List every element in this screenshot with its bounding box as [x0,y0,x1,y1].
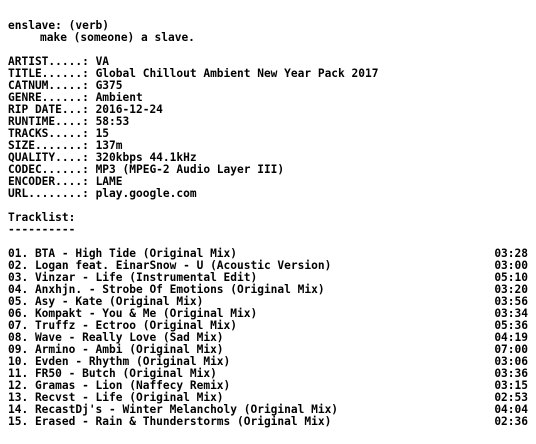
metadata-key: SIZE.......: [8,140,96,152]
metadata-key: TITLE......: [8,68,96,80]
definition-meaning: make (someone) a slave. [40,32,195,44]
track-title: 11. FR50 - Butch (Original Mix) [8,367,217,380]
tracklist-underline: ---------- [8,224,76,236]
definition-word: enslave: (verb) [8,20,110,32]
metadata-key: RIP DATE...: [8,104,96,116]
track-duration: 07:00 [494,343,528,356]
metadata-value: Ambient [95,92,143,104]
track-duration: 03:34 [494,307,528,320]
metadata-key: GENRE......: [8,92,96,104]
metadata-value: 2016-12-24 [95,104,163,116]
track-duration: 03:06 [494,355,528,368]
tracklist-heading: Tracklist: [8,212,76,224]
track-duration: 02:36 [494,415,528,428]
track-duration: 04:19 [494,331,528,344]
metadata-row [8,56,528,68]
track-duration: 05:36 [494,319,528,332]
tracklist [8,248,528,428]
metadata-key: ARTIST.....: [8,56,96,68]
metadata-value: MP3 (MPEG-2 Audio Layer III) [95,164,285,176]
metadata-row [8,68,528,80]
track-duration: 03:20 [494,283,528,296]
metadata-key: RUNTIME....: [8,116,96,128]
metadata-value: 58:53 [95,116,130,128]
track-title: 04. Anxhjn. - Strobe Of Emotions (Original Mix) [8,283,325,296]
metadata-key: ENCODER....: [8,176,96,188]
spacer [8,44,528,56]
track-duration: 03:56 [494,295,528,308]
metadata-row [8,176,528,188]
metadata-key: TRACKS.....: [8,128,96,140]
metadata-value: G375 [95,80,123,92]
track-title: 09. Armino - Ambi (Original Mix) [8,343,224,356]
track-title: 08. Wave - Really Love (Sad Mix) [8,331,224,344]
track-duration: 03:36 [494,367,528,380]
track-title: 13. Recvst - Life (Original Mix) [8,391,224,404]
text-document [8,20,528,428]
track-duration: 03:15 [494,379,528,392]
metadata-block [8,56,528,200]
track-title: 06. Kompakt - You & Me (Original Mix) [8,307,258,320]
track-title: 03. Vinzar - Life (Instrumental Edit) [8,271,258,284]
metadata-value: play.google.com [95,188,197,200]
metadata-key: URL........: [8,188,96,200]
track-title: 14. RecastDj's - Winter Melancholy (Original Mix) [8,403,339,416]
metadata-value: Global Chillout Ambient New Year Pack 2017 [95,68,379,80]
metadata-row [8,164,528,176]
track-title: 02. Logan feat. EinarSnow - U (Acoustic Version) [8,259,332,272]
metadata-value: 137m [95,140,123,152]
track-duration: 05:10 [494,271,528,284]
metadata-key: QUALITY....: [8,152,96,164]
spacer [8,200,528,212]
metadata-row [8,152,528,164]
track-duration: 03:00 [494,259,528,272]
track-title: 05. Asy - Kate (Original Mix) [8,295,204,308]
track-title: 01. BTA - High Tide (Original Mix) [8,247,238,260]
metadata-row [8,104,528,116]
metadata-key: CODEC......: [8,164,96,176]
metadata-row [8,116,528,128]
metadata-value: LAME [95,176,123,188]
track-title: 07. Truffz - Ectroo (Original Mix) [8,319,238,332]
metadata-value: 15 [95,128,110,140]
track-duration: 02:53 [494,391,528,404]
track-title: 15. Erased - Rain & Thunderstorms (Original Mix) [8,415,332,428]
metadata-row [8,128,528,140]
metadata-row [8,140,528,152]
metadata-row [8,188,528,200]
metadata-value: VA [95,56,110,68]
track-duration: 04:04 [494,403,528,416]
track-duration: 03:28 [494,247,528,260]
track-title: 12. Gramas - Lion (Naffecy Remix) [8,379,231,392]
metadata-row [8,80,528,92]
track-row [8,416,528,428]
metadata-key: CATNUM.....: [8,80,96,92]
metadata-row [8,92,528,104]
metadata-value: 320kbps 44.1kHz [95,152,197,164]
track-title: 10. Evden - Rhythm (Original Mix) [8,355,231,368]
